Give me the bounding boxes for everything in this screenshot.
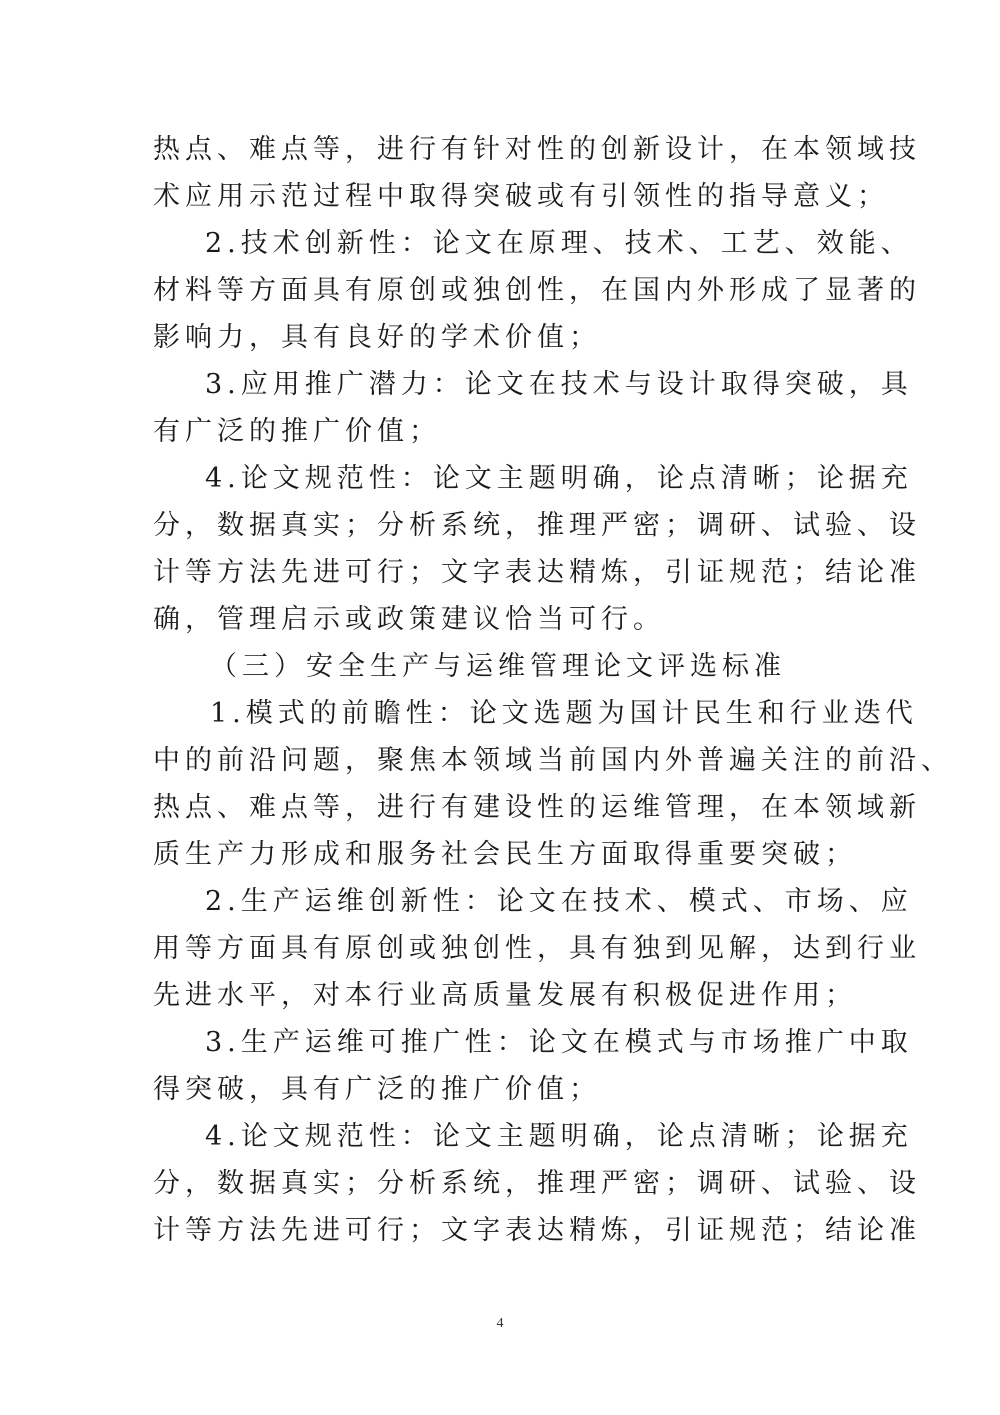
text-line-17: 2.生产运维创新性：论文在技术、模式、市场、应 <box>205 886 913 917</box>
text-line-19: 先进水平，对本行业高质量发展有积极促进作用； <box>153 980 857 1011</box>
text-line-2: 术应用示范过程中取得突破或有引领性的指导意义； <box>153 181 889 212</box>
text-line-3: 2.技术创新性：论文在原理、技术、工艺、效能、 <box>205 228 913 259</box>
text-line-1: 热点、难点等，进行有针对性的创新设计，在本领域技 <box>153 134 921 165</box>
text-line-15: 热点、难点等，进行有建设性的运维管理，在本领域新 <box>153 792 921 823</box>
section-heading: （三）安全生产与运维管理论文评选标准 <box>210 651 786 682</box>
page-number: 4 <box>496 1316 504 1331</box>
text-line-8: 4.论文规范性：论文主题明确，论点清晰；论据充 <box>205 463 913 494</box>
text-line-23: 分，数据真实；分析系统，推理严密；调研、试验、设 <box>153 1168 921 1199</box>
text-line-13: 1.模式的前瞻性：论文选题为国计民生和行业迭代 <box>210 698 918 729</box>
text-line-22: 4.论文规范性：论文主题明确，论点清晰；论据充 <box>205 1121 913 1152</box>
text-line-9: 分，数据真实；分析系统，推理严密；调研、试验、设 <box>153 510 921 541</box>
text-line-16: 质生产力形成和服务社会民生方面取得重要突破； <box>153 839 857 870</box>
text-line-5: 影响力，具有良好的学术价值； <box>153 322 601 353</box>
text-line-10: 计等方法先进可行；文字表达精炼，引证规范；结论准 <box>153 557 921 588</box>
text-line-11: 确，管理启示或政策建议恰当可行。 <box>153 604 665 635</box>
text-line-6: 3.应用推广潜力：论文在技术与设计取得突破，具 <box>205 369 913 400</box>
text-line-14: 中的前沿问题，聚焦本领域当前国内外普遍关注的前沿、 <box>153 745 953 776</box>
text-line-24: 计等方法先进可行；文字表达精炼，引证规范；结论准 <box>153 1215 921 1246</box>
text-line-7: 有广泛的推广价值； <box>153 416 441 447</box>
text-line-18: 用等方面具有原创或独创性，具有独到见解，达到行业 <box>153 933 921 964</box>
text-line-21: 得突破，具有广泛的推广价值； <box>153 1074 601 1105</box>
text-line-4: 材料等方面具有原创或独创性，在国内外形成了显著的 <box>153 275 921 306</box>
text-line-20: 3.生产运维可推广性：论文在模式与市场推广中取 <box>205 1027 913 1058</box>
